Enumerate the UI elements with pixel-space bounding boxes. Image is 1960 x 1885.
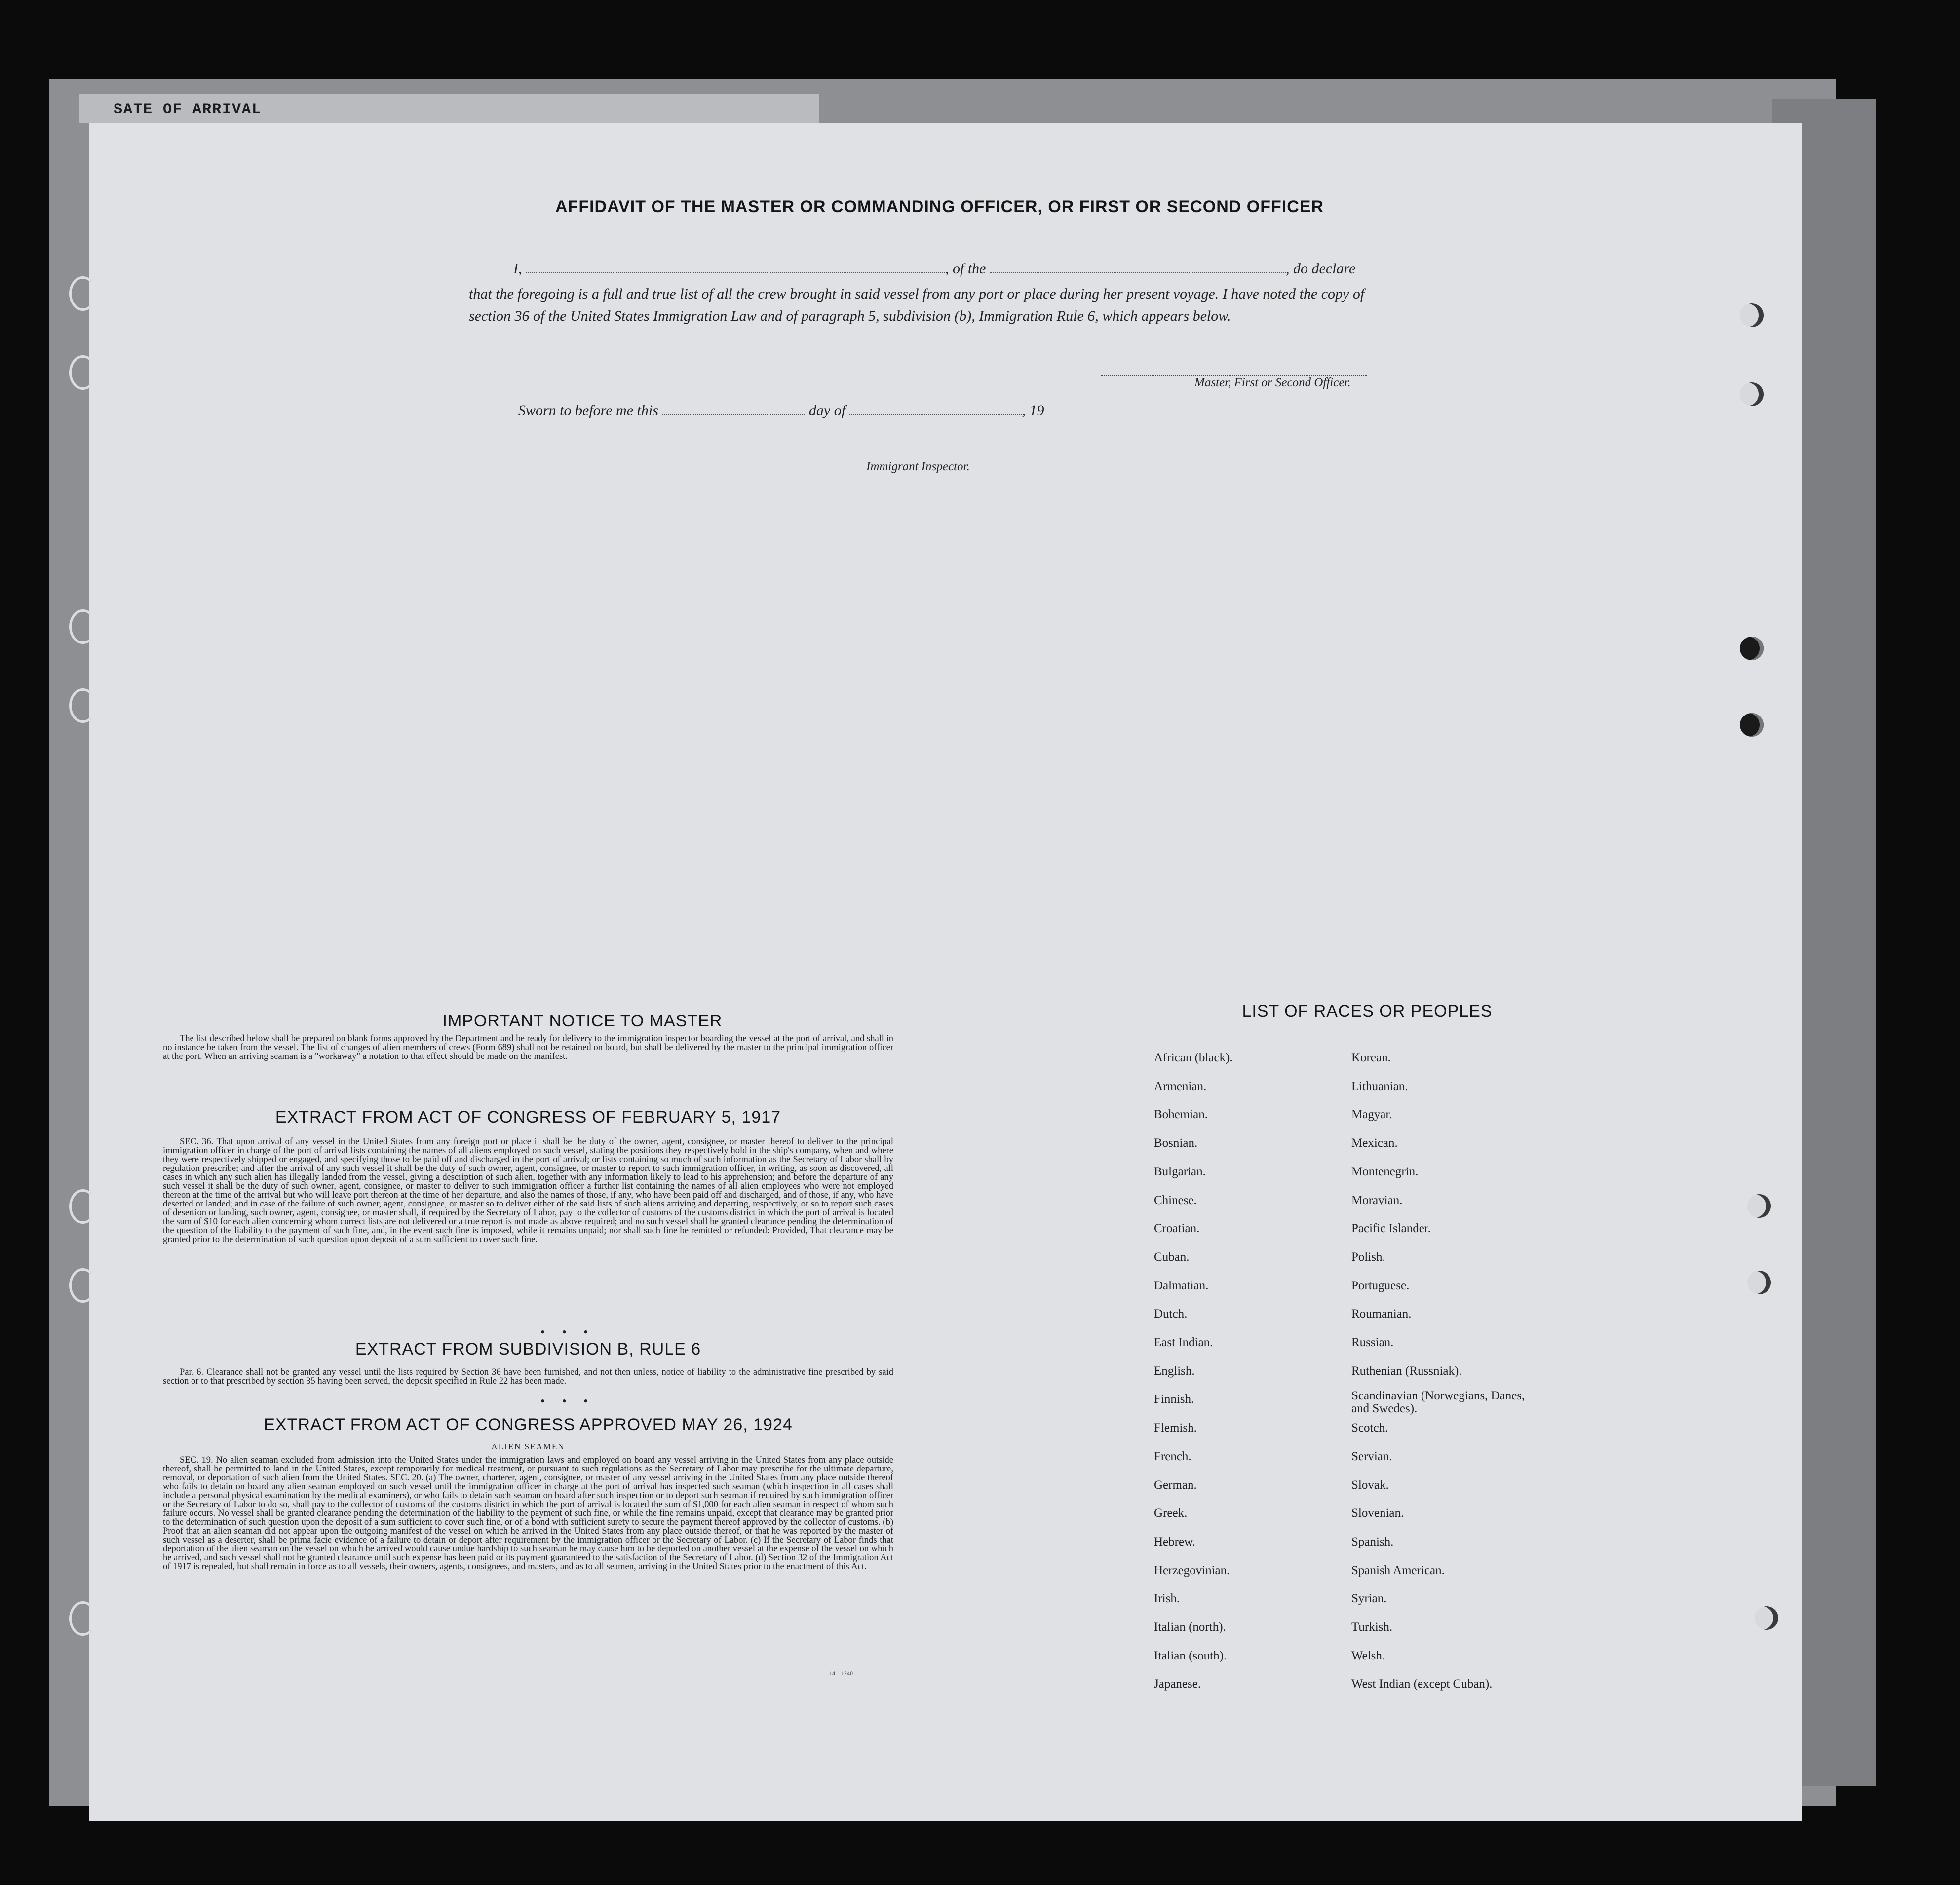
- race-item: East Indian.: [1154, 1336, 1213, 1349]
- act-1924-subtitle: ALIEN SEAMEN: [491, 1442, 565, 1451]
- race-item: Moravian.: [1351, 1193, 1403, 1207]
- race-item: Syrian.: [1351, 1592, 1387, 1606]
- important-notice-title: IMPORTANT NOTICE TO MASTER: [442, 1012, 723, 1030]
- race-item: Spanish American.: [1351, 1563, 1445, 1577]
- race-item: Armenian.: [1154, 1079, 1207, 1093]
- signature-label: Master, First or Second Officer.: [1194, 376, 1351, 389]
- race-item: Korean.: [1351, 1051, 1391, 1064]
- act-1917-text: SEC. 36. That upon arrival of any vessel in the United States from any foreign port or place it shall be the duty of the owner, agent, consignee, or master thereof to deliver to the principal immigration officer in charge of the port of arrival lists containing the names of all aliens employed on such vessel, stating the positions they respectively hold in the ship's company, when and where they were respectively shipped or engaged, and specifying those to be paid off and discharged in the port of arrival; or lists containing so much of such information as the Secretary of Labor shall by regulation prescribe; and after the arrival of any such vessel it shall be the duty of such owner, agent, consignee, or master to report to such immigration officer, in writing, as soon as discovered, all cases in which any such alien has illegally landed from the vessel, giving a description of such alien, together with any information likely to lead to his apprehension; and before the departure of any such vessel it shall be the duty of such owner, agent, consignee, or master to deliver to such immigration officer a further list containing the names of all alien employees who were not employed thereon at the time of the arrival but who will leave port thereon at the time of her departure, and also the names of those, if any, who have been paid off and discharged, and of those, if any, who have deserted or landed; and in case of the failure of such owner, agent, consignee, or master so to deliver either of the said lists of such aliens arriving and departing, respectively, or so to report such cases of desertion or landing, such owner, agent, consignee, or master shall, if required by the Secretary of Labor, pay to the collector of customs of the customs district in which the port of arrival is located the sum of $10 for each alien concerning whom correct lists are not delivered or a true report is not made as above required; and no such vessel shall be granted clearance pending the determination of the question of the liability to the payment of such fine, and, in the event such fine is imposed, while it remains unpaid; nor shall such fine be remitted or refunded: Provided, That clearance may be granted prior to the determination of such question upon deposit of a sum sufficient to cover such fine.: [163, 1137, 893, 1244]
- race-item: Dalmatian.: [1154, 1279, 1209, 1292]
- race-item: Bosnian.: [1154, 1136, 1198, 1150]
- race-item: Slovenian.: [1351, 1507, 1404, 1520]
- race-item: French.: [1154, 1449, 1191, 1463]
- race-item: Chinese.: [1154, 1193, 1197, 1207]
- punch-hole-icon: [1747, 1271, 1771, 1294]
- race-item: Scandinavian (Norwegians, Danes, and Swedes).: [1351, 1389, 1525, 1416]
- race-item: Welsh.: [1351, 1649, 1385, 1662]
- punch-hole-icon: [1740, 637, 1764, 660]
- sworn-label: Sworn to before me this: [518, 402, 658, 418]
- race-item: Bohemian.: [1154, 1108, 1208, 1122]
- header-strip-text: SATE OF ARRIVAL: [114, 101, 262, 118]
- race-item: Servian.: [1351, 1449, 1392, 1463]
- race-item: Japanese.: [1154, 1677, 1201, 1691]
- binder-hole-icon: [69, 1189, 97, 1224]
- rule-6-text: Par. 6. Clearance shall not be granted any vessel until the lists required by Section 36 have been furnished, and not then unless, notice of liability to the administrative fine prescribed by said section or to that prescribed by section 35 having been served, the deposit specified in Rule 22 has been made.: [163, 1367, 893, 1386]
- race-item: Flemish.: [1154, 1421, 1197, 1435]
- day-of-label: day of: [808, 402, 846, 418]
- act-1924-title: EXTRACT FROM ACT OF CONGRESS APPROVED MAY 26, 1924: [264, 1415, 793, 1434]
- race-item: Portuguese.: [1351, 1279, 1410, 1292]
- do-declare-label: , do declare: [1286, 261, 1356, 277]
- binder-hole-icon: [69, 355, 97, 390]
- rule-6-title: EXTRACT FROM SUBDIVISION B, RULE 6: [355, 1340, 701, 1358]
- race-item: English.: [1154, 1364, 1195, 1378]
- of-the-label: , of the: [945, 261, 986, 277]
- race-item: Turkish.: [1351, 1621, 1393, 1634]
- race-item: Montenegrin.: [1351, 1165, 1419, 1178]
- binder-hole-icon: [69, 1268, 97, 1303]
- race-item: Italian (north).: [1154, 1621, 1226, 1634]
- punch-hole-icon: [1747, 1194, 1771, 1218]
- name-field[interactable]: [526, 272, 945, 273]
- race-item: Finnish.: [1154, 1393, 1194, 1406]
- separator-dots: • • •: [540, 1394, 595, 1408]
- race-item: African (black).: [1154, 1051, 1233, 1064]
- race-item: Bulgarian.: [1154, 1165, 1206, 1178]
- race-item: Croatian.: [1154, 1222, 1200, 1236]
- binder-hole-icon: [69, 276, 97, 311]
- year-label: , 19: [1022, 402, 1044, 418]
- sworn-month-field[interactable]: [849, 414, 1022, 415]
- race-item: Roumanian.: [1351, 1307, 1412, 1321]
- binder-hole-icon: [69, 1601, 97, 1636]
- race-item: Pacific Islander.: [1351, 1222, 1431, 1236]
- inspector-label: Immigrant Inspector.: [866, 460, 970, 473]
- punch-hole-icon: [1755, 1606, 1778, 1630]
- race-item: Herzegovinian.: [1154, 1563, 1230, 1577]
- race-item: West Indian (except Cuban).: [1351, 1677, 1493, 1691]
- race-item: Slovak.: [1351, 1478, 1389, 1492]
- race-item: Italian (south).: [1154, 1649, 1227, 1662]
- affidavit-declaration-line: [513, 261, 1355, 277]
- form-number: 14—1240: [829, 1670, 853, 1677]
- important-notice-text: The list described below shall be prepared on blank forms approved by the Department and be ready for delivery to the immigration inspector boarding the vessel at the port of arrival, and shall in no instance be taken from the vessel. The list of changes of alien members of crews (Form 689) shall not be retained on board, but shall be delivered by the master to the principal immigration officer at the port. When an arriving seaman is a "workaway" a notation to that effect should be made on the manifest.: [163, 1034, 893, 1061]
- act-1917-title: EXTRACT FROM ACT OF CONGRESS OF FEBRUARY 5, 1917: [275, 1108, 781, 1127]
- races-list-title: LIST OF RACES OR PEOPLES: [1242, 1002, 1493, 1020]
- binder-hole-icon: [69, 688, 97, 723]
- vessel-field[interactable]: [990, 272, 1286, 273]
- race-item: Mexican.: [1351, 1136, 1398, 1150]
- punch-hole-icon: [1740, 713, 1764, 737]
- race-item: Magyar.: [1351, 1108, 1392, 1122]
- race-item: Greek.: [1154, 1507, 1188, 1520]
- race-item: Cuban.: [1154, 1250, 1190, 1264]
- act-1924-text: SEC. 19. No alien seaman excluded from admission into the United States under the immigration laws and employed on board any vessel arriving in the United States from any place outside thereof, shall be permitted to land in the United States, except temporarily for medical treatment, or pursuant to such regulations as the Secretary of Labor may prescribe for the ultimate departure, removal, or deportation of such alien from the United States. SEC. 20. (a) The owner, charterer, agent, consignee, or master of any vessel arriving in the United States from any place outside thereof who fails to detain on board any alien seaman employed on such vessel until the immigration officer in charge at the port of arrival has inspected such seaman (which inspection in all cases shall include a personal physical examination by the medical examiners), or who fails to detain such seaman on board after such inspection or to deport such seaman if required by such immigration officer or the Secretary of Labor to do so, shall pay to the collector of customs of the customs district in which the port of arrival is located the sum of $1,000 for each alien seaman in respect of whom such failure occurs. No vessel shall be granted clearance pending the determination of the liability to the payment of such fine, or while the fine remains unpaid, except that clearance may be granted prior to the determination of such question upon the deposit of a sum sufficient to cover such fine, or of a bond with sufficient surety to secure the payment thereof approved by the collector of customs. (b) Proof that an alien seaman did not appear upon the outgoing manifest of the vessel on which he arrived in the United States from any place outside thereof, or that he was reported by the master of such vessel as a deserter, shall be prima facie evidence of a failure to detain or deport after requirement by the immigration officer or the Secretary of Labor. (c) If the Secretary of Labor finds that deportation of the alien seaman on the vessel on which he arrived would cause undue hardship to such seaman he may cause him to be deported on another vessel at the expense of the vessel on which he arrived, and such vessel shall not be granted clearance until such expense has been paid or its payment guaranteed to the satisfaction of the Secretary of Labor. (d) Section 32 of the Immigration Act of 1917 is repealed, but shall remain in force as to all vessels, their owners, agents, consignees, and masters, and as to all seamen, arriving in the United States prior to the enactment of this Act.: [163, 1455, 893, 1572]
- separator-dots: • • •: [540, 1325, 595, 1339]
- sworn-date-field[interactable]: [662, 414, 805, 415]
- race-item: Hebrew.: [1154, 1535, 1195, 1548]
- race-item: Dutch.: [1154, 1307, 1188, 1321]
- race-item: Scotch.: [1351, 1421, 1388, 1435]
- binder-hole-icon: [69, 609, 97, 644]
- sworn-line: [518, 402, 1044, 419]
- race-item: Russian.: [1351, 1336, 1394, 1349]
- affidavit-i-label: I,: [513, 261, 522, 277]
- punch-hole-icon: [1740, 382, 1764, 406]
- race-item: Spanish.: [1351, 1535, 1394, 1548]
- race-item: Polish.: [1351, 1250, 1385, 1264]
- race-item: Ruthenian (Russniak).: [1351, 1364, 1462, 1378]
- race-item: Lithuanian.: [1351, 1079, 1408, 1093]
- affidavit-title: AFFIDAVIT OF THE MASTER OR COMMANDING OFFICER, OR FIRST OR SECOND OFFICER: [555, 197, 1324, 216]
- affidavit-body: that the foregoing is a full and true list of all the crew brought in said vessel from any port or place during her present voyage. I have noted the copy of section 36 of the United States Immigration Law and of paragraph 5, subdivision (b), Immigration Rule 6, which appears below.: [469, 286, 1365, 324]
- punch-hole-icon: [1740, 303, 1764, 327]
- race-item: Irish.: [1154, 1592, 1180, 1606]
- race-item: German.: [1154, 1478, 1197, 1492]
